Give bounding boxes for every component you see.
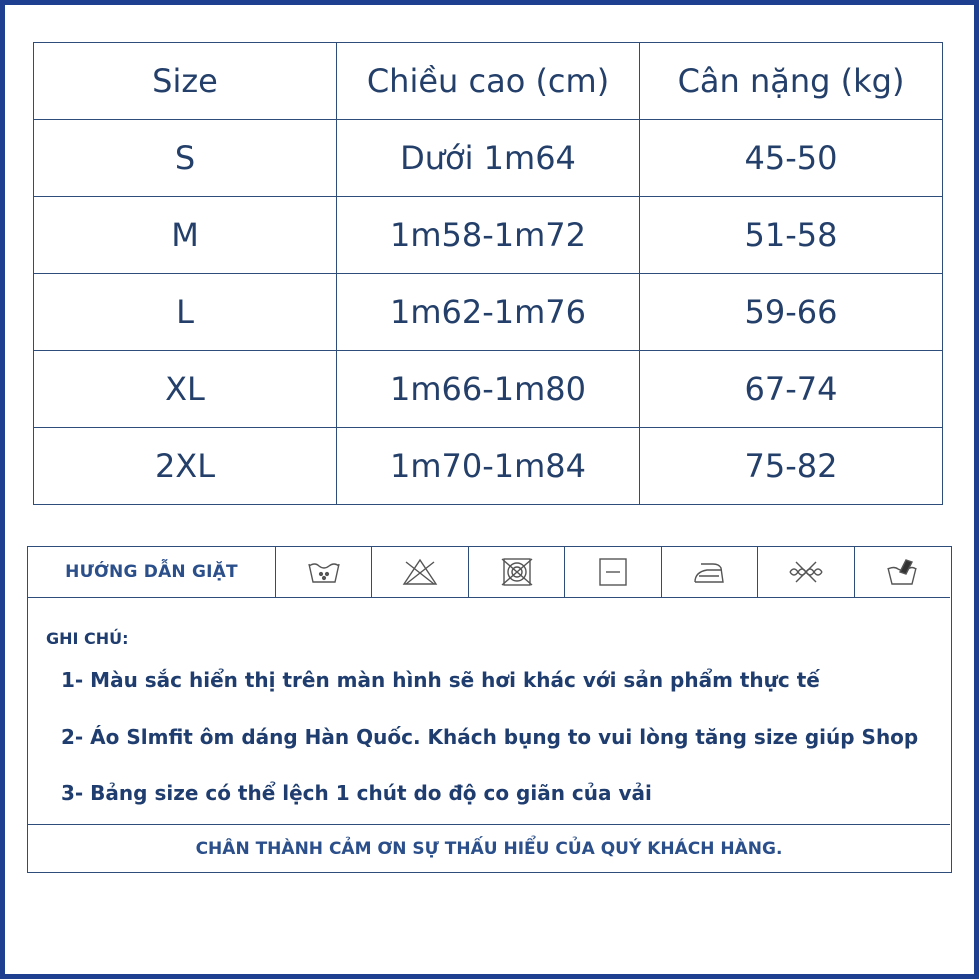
table-row bbox=[34, 197, 943, 274]
header-weight: Cân nặng (kg) bbox=[640, 43, 943, 120]
cell-weight: 59-66 bbox=[640, 274, 943, 351]
cell-size: S bbox=[34, 120, 337, 197]
wash-30-icon bbox=[276, 547, 372, 597]
cell-weight: 75-82 bbox=[640, 428, 943, 505]
dry-flat-icon bbox=[565, 547, 661, 597]
cell-size: 2XL bbox=[34, 428, 337, 505]
wash-guide-row bbox=[28, 547, 950, 598]
iron-low-icon bbox=[662, 547, 758, 597]
table-row bbox=[34, 428, 943, 505]
notes-label: GHI CHÚ: bbox=[46, 629, 129, 648]
cell-height: 1m58-1m72 bbox=[337, 197, 640, 274]
thank-you-message: CHÂN THÀNH CẢM ƠN SỰ THẤU HIỂU CỦA QUÝ KHÁCH HÀNG. bbox=[28, 824, 950, 873]
header-height: Chiều cao (cm) bbox=[337, 43, 640, 120]
no-bleach-icon bbox=[372, 547, 468, 597]
cell-weight: 51-58 bbox=[640, 197, 943, 274]
cell-size: L bbox=[34, 274, 337, 351]
cell-height: Dưới 1m64 bbox=[337, 120, 640, 197]
no-wring-icon bbox=[758, 547, 854, 597]
table-header-row bbox=[34, 43, 943, 120]
wash-guide-box bbox=[27, 546, 952, 873]
wash-guide-title: HƯỚNG DẪN GIẶT bbox=[28, 547, 276, 597]
table-row bbox=[34, 120, 943, 197]
hand-wash-icon bbox=[855, 547, 950, 597]
table-row bbox=[34, 274, 943, 351]
cell-height: 1m70-1m84 bbox=[337, 428, 640, 505]
cell-height: 1m62-1m76 bbox=[337, 274, 640, 351]
no-tumble-dry-icon bbox=[469, 547, 565, 597]
table-row bbox=[34, 351, 943, 428]
header-size: Size bbox=[34, 43, 337, 120]
cell-size: M bbox=[34, 197, 337, 274]
note-item: 1- Màu sắc hiển thị trên màn hình sẽ hơi khác với sản phẩm thực tế bbox=[61, 668, 820, 692]
cell-weight: 45-50 bbox=[640, 120, 943, 197]
cell-height: 1m66-1m80 bbox=[337, 351, 640, 428]
note-item: 3- Bảng size có thể lệch 1 chút do độ co giãn của vải bbox=[61, 781, 652, 805]
cell-weight: 67-74 bbox=[640, 351, 943, 428]
size-table bbox=[33, 42, 943, 505]
cell-size: XL bbox=[34, 351, 337, 428]
note-item: 2- Áo Slmfit ôm dáng Hàn Quốc. Khách bụng to vui lòng tăng size giúp Shop bbox=[61, 725, 919, 749]
